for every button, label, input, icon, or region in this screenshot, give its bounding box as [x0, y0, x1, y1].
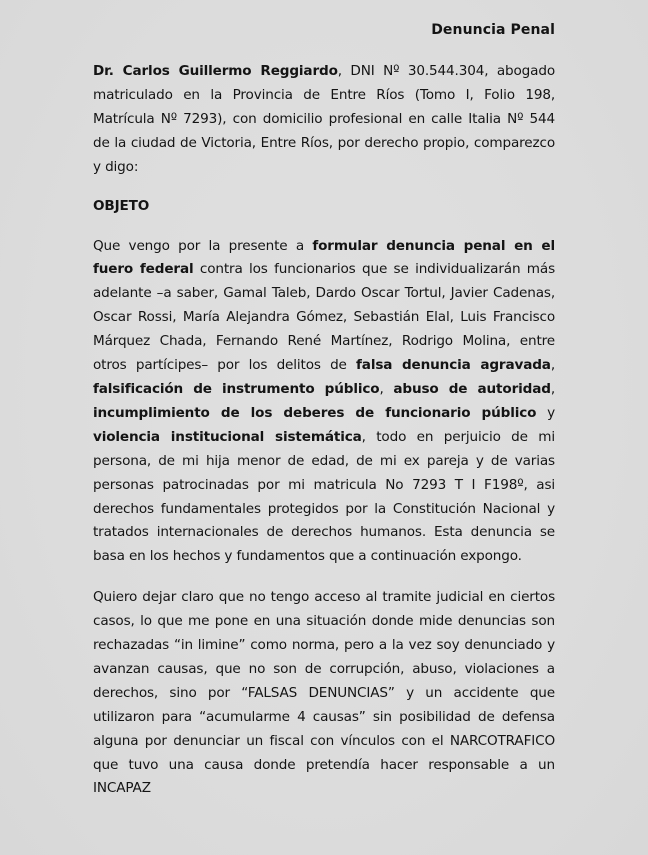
intro-paragraph [93, 60, 555, 180]
document-title: Denuncia Penal [431, 22, 555, 38]
complaint-text-1: Que vengo por la presente a [93, 237, 313, 254]
intro-text: , DNI Nº 30.544.304, abogado matriculado en la Provincia de Entre Ríos (Tomo I, Folio 198, Matrícula Nº 7293), con domicilio profesional en calle Italia Nº 544 de la ciudad de Victoria, Entre Ríos, por derecho propio, comparezco y digo: [93, 63, 555, 175]
complaint-bold-1: formular denuncia penal en el fuero federal [93, 237, 556, 278]
crime-incumplimiento: incumplimiento de los deberes de funcionario público [93, 404, 537, 421]
complaint-text-5: , [550, 380, 555, 397]
complaint-text-7: , todo en perjuicio de mi persona, de mi hija menor de edad, de mi ex pareja y de varias personas patrocinadas por mi matricula No 7293 T I F198º, asi derechos fundamentales protegidos por la Constitución Nacional y tratados internacionales de derechos humanos. Esta denuncia se basa en los hechos y fundamentos que a continuación expongo. [93, 428, 556, 565]
complaint-paragraph [93, 235, 555, 570]
complaint-text-3: , [550, 357, 556, 374]
crime-violencia-institucional: violencia institucional sistemática [93, 428, 362, 445]
complaint-text-4: , [379, 380, 394, 397]
complaint-text-2: contra los funcionarios que se individualizarán más adelante –a saber, Gamal Taleb, Dardo Oscar Tortul, Javier Cadenas, Oscar Rossi, María Alejandra Gómez, Sebastián Elal, Luis Francisco Márquez Chada, Fernando René Martínez, Rodrigo Molina, entre otros partícipes– por los delitos de [93, 261, 556, 374]
crime-falsa-denuncia: falsa denuncia agravada [356, 357, 551, 374]
crime-abuso-autoridad: abuso de autoridad [393, 380, 551, 397]
complaint-text-6: y [536, 404, 555, 421]
document-body [93, 60, 555, 817]
section-title-objeto: OBJETO [93, 197, 150, 214]
access-paragraph: Quiero dejar claro que no tengo acceso al tramite judicial en ciertos casos, lo que me pone en una situación donde mide denuncias son rechazadas “in limine” como norma, pero a la vez soy denunciado y avanzan causas, que no son de corrupción, abuso, violaciones a derechos, sino por “FALSAS DENUNCIAS” y un accidente que utilizaron para “acumularme 4 causas” sin posibilidad de defensa alguna por denunciar un fiscal con vínculos con el NARCOTRAFICO que tuvo una causa donde pretendía hacer responsable a un INCAPAZ [93, 589, 555, 797]
crime-falsificacion: falsificación de instrumento público [93, 380, 380, 397]
author-name: Dr. Carlos Guillermo Reggiardo [93, 63, 338, 79]
